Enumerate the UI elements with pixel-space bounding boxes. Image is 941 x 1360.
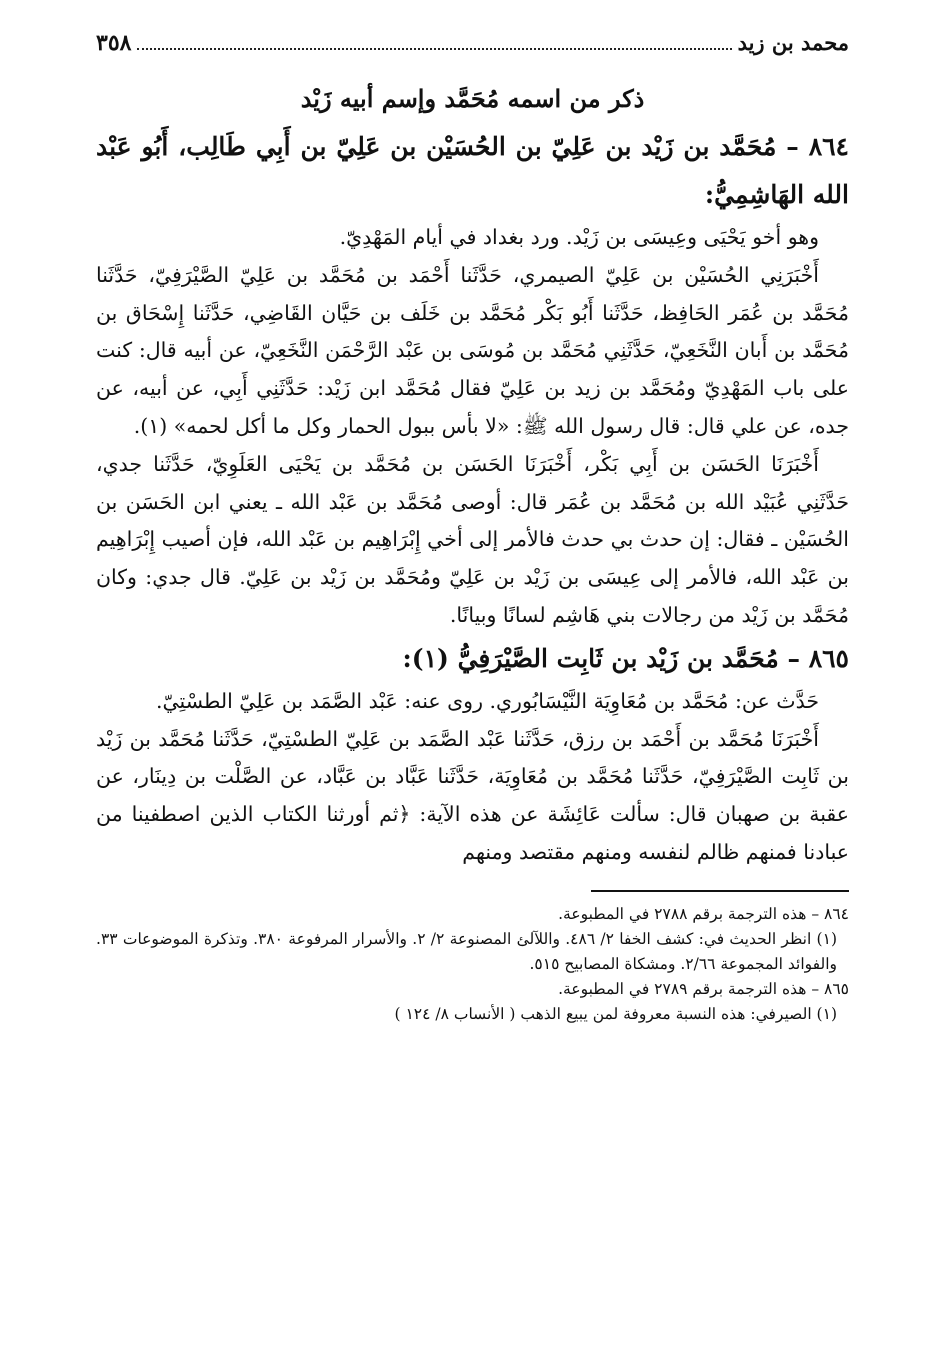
- section-heading: ذكر من اسمه مُحَمَّد وإسم أبيه زَيْد: [300, 84, 645, 113]
- footnote-divider: [591, 890, 849, 892]
- footnote: (١) انظر الحديث في: كشف الخفا ٢/ ٤٨٦. واللآلئ المصنوعة ٢/ ٢. والأسرار المرفوعة ٣٨٠. وتذكرة الموضوعات ٣٣. والفوائد المجموعة ٢/٦٦. ومشكاة المصابيح ٥١٥.: [96, 929, 837, 973]
- entry-864: [96, 123, 849, 635]
- entry-title: ٨٦٤ – مُحَمَّد بن زَيْد بن عَلِيّ بن الحُسَيْن بن عَلِيّ بن أَبِي طَالِب، أَبُو عَبْد الله الهَاشِمِيُّ:: [96, 132, 849, 209]
- running-title: محمد بن زيد: [737, 30, 849, 55]
- paragraph: وهو أخو يَحْيَى وعِيسَى بن زَيْد. ورد بغداد في أيام المَهْدِيّ.: [339, 225, 819, 249]
- entry-title: ٨٦٥ – مُحَمَّد بن زَيْد بن ثَابِت الصَّيْرَفِيُّ (١):: [402, 643, 849, 673]
- footnote: (١) الصيرفي: هذه النسبة معروفة لمن يبيع الذهب ( الأنساب ٨/ ١٢٤ ): [394, 1004, 837, 1023]
- running-head: [96, 30, 849, 70]
- paragraph: أَخْبَرَنِي الحُسَيْن بن عَلِيّ الصيمري، حَدَّثَنا أَحْمَد بن مُحَمَّد بن عَلِيّ الصَّيْرَفِيّ، حَدَّثَنا مُحَمَّد بن عُمَر الحَافِظ، حَدَّثَنا أَبُو بَكْر مُحَمَّد بن خَلَف بن حَيَّان القَاضِي، حَدَّثَنا إِسْحَاق بن مُحَمَّد بن أَبان النَّخَعِيّ، حَدَّثَنِي مُحَمَّد بن مُوسَى بن عَبْد الرَّحْمَن النَّخَعِيّ، عن أبيه قال: كنت على باب المَهْدِيّ ومُحَمَّد بن زيد بن عَلِيّ فقال مُحَمَّد ابن زَيْد: حَدَّثَنِي أَبِي، عن أبيه، عن جده، عن علي قال: قال رسول الله ﷺ: «لا بأس ببول الحمار وكل ما أكل لحمه» (١).: [96, 262, 849, 438]
- paragraph: أَخْبَرَنَا الحَسَن بن أَبِي بَكْر، أَخْبَرَنَا الحَسَن بن مُحَمَّد بن يَحْيَى العَلَوِيّ، حَدَّثَنا جدي، حَدَّثَنِي عُبَيْد الله بن مُحَمَّد بن عُمَر قال: أوصى مُحَمَّد بن عَبْد الله ـ يعني ابن الحَسَن بن الحُسَيْن ـ فقال: إن حدث بي حدث فالأمر إلى أخي إِبْرَاهِيم بن عَبْد الله، فإن أصيب إِبْرَاهِيم بن عَبْد الله، فالأمر إلى عِيسَى بن زَيْد بن عَلِيّ ومُحَمَّد بن زَيْد بن عَلِيّ. قال جدي: وكان مُحَمَّد بن زَيْد من رجالات بني هَاشِم لسانًا وبيانًا.: [96, 451, 849, 627]
- footnote: ٨٦٤ – هذه الترجمة برقم ٢٧٨٨ في المطبوعة.: [558, 904, 849, 923]
- entry-865: [96, 635, 849, 872]
- leader-dots: [137, 34, 731, 50]
- paragraph: أَخْبَرَنَا مُحَمَّد بن أَحْمَد بن رزق، حَدَّثَنا عَبْد الصَّمَد بن عَلِيّ الطسْتِيّ، حَدَّثَنا مُحَمَّد بن زَيْد بن ثَابِت الصَّيْرَفِيّ، حَدَّثَنا مُحَمَّد بن مُعَاوِيَة، حَدَّثَنا عَبَّاد بن عَبَّاد، عن الصَّلْت بن دِينَار، عن عقبة بن صهبان قال: سألت عَائِشَة عن هذه الآية: ﴿ثم أورثنا الكتاب الذين اصطفينا من عبادنا فمنهم ظالم لنفسه ومنهم مقتصد ومنهم: [96, 726, 849, 864]
- footnotes: [96, 902, 849, 1027]
- paragraph: حَدَّث عن: مُحَمَّد بن مُعَاوِيَة النَّيْسَابُوري. روى عنه: عَبْد الصَّمَد بن عَلِيّ الطسْتِيّ.: [155, 688, 819, 713]
- page-number: ٣٥٨: [96, 30, 132, 56]
- footnote: ٨٦٥ – هذه الترجمة برقم ٢٧٨٩ في المطبوعة.: [558, 979, 849, 998]
